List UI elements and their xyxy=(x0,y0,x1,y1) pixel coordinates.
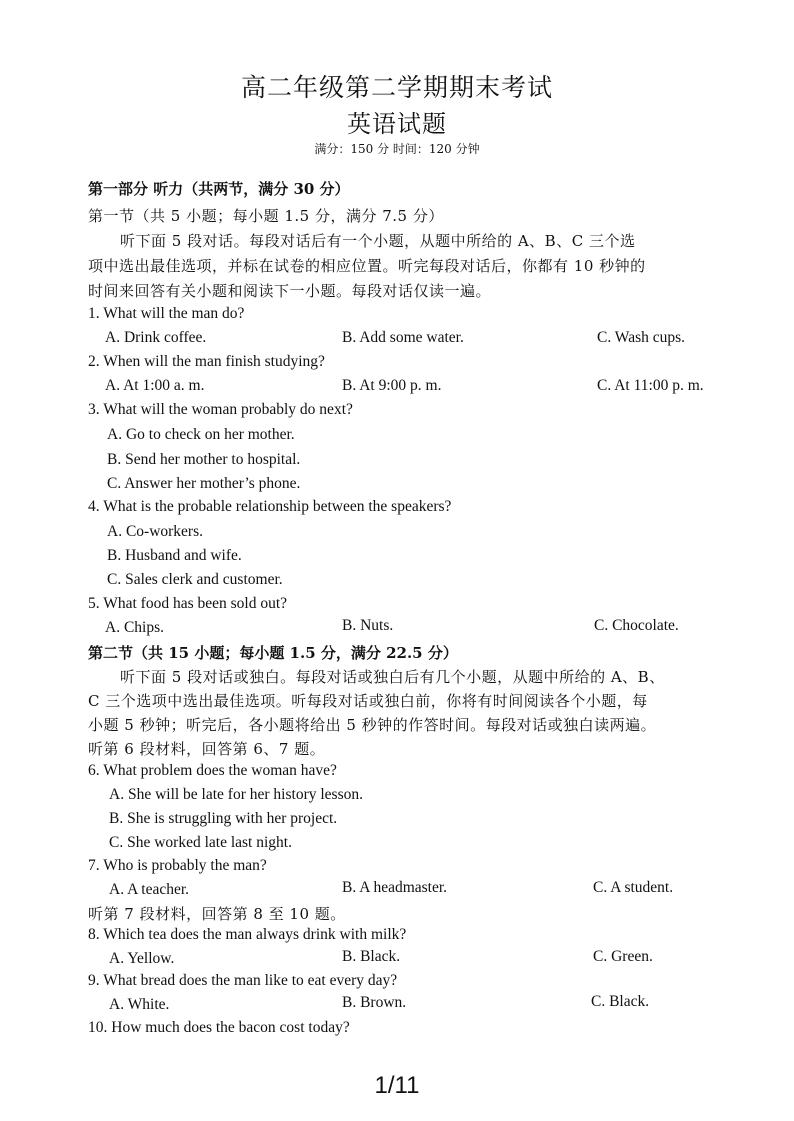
option-9c: C. Black. xyxy=(591,993,650,1010)
option-3c: C. Answer her mother’s phone. xyxy=(107,475,301,492)
material-7-note: 听第 7 段材料，回答第 8 至 10 题。 xyxy=(88,905,346,923)
exam-info: 满分：150 分 时间：120 分钟 xyxy=(314,142,480,156)
option-7a: A. A teacher. xyxy=(109,881,190,898)
option-1c: C. Wash cups. xyxy=(597,329,686,346)
option-9b: B. Brown. xyxy=(342,994,407,1011)
option-2a: A. At 1:00 a. m. xyxy=(105,377,205,394)
section1-instruction: 时间来回答有关小题和阅读下一小题。每段对话仅读一遍。 xyxy=(88,282,492,300)
option-4c: C. Sales clerk and customer. xyxy=(107,571,283,588)
option-7b: B. A headmaster. xyxy=(342,879,448,896)
section1-heading: 第一节（共 5 小题；每小题 1.5 分，满分 7.5 分） xyxy=(88,207,444,225)
section2-instruction: 小题 5 秒钟；听完后，各小题将给出 5 秒钟的作答时间。每段对话或独白读两遍。 xyxy=(88,716,657,734)
part1-heading: 第一部分 听力（共两节，满分 30 分） xyxy=(88,180,350,198)
page-number: 1/11 xyxy=(374,1072,420,1099)
option-8b: B. Black. xyxy=(342,948,401,965)
exam-subject: 英语试题 xyxy=(347,110,447,138)
question-1: 1. What will the man do? xyxy=(88,305,245,322)
question-9: 9. What bread does the man like to eat every day? xyxy=(88,972,398,989)
option-6c: C. She worked late last night. xyxy=(109,834,292,851)
option-1b: B. Add some water. xyxy=(342,329,464,346)
option-5b: B. Nuts. xyxy=(342,617,394,634)
question-7: 7. Who is probably the man? xyxy=(88,857,267,874)
section1-instruction: 听下面 5 段对话。每段对话后有一个小题，从题中所给的 A、B、C 三个选 xyxy=(120,232,636,250)
exam-title: 高二年级第二学期期末考试 xyxy=(240,73,553,102)
section2-instruction: 听下面 5 段对话或独白。每段对话或独白后有几个小题，从题中所给的 A、B、 xyxy=(120,668,665,686)
option-1a: A. Drink coffee. xyxy=(105,329,207,346)
option-5c: C. Chocolate. xyxy=(594,617,679,634)
question-10: 10. How much does the bacon cost today? xyxy=(88,1019,350,1036)
section2-instruction: C 三个选项中选出最佳选项。听每段对话或独白前，你将有时间阅读各个小题，每 xyxy=(88,692,648,710)
section2-heading: 第二节（共 15 小题；每小题 1.5 分，满分 22.5 分） xyxy=(88,644,458,662)
option-4b: B. Husband and wife. xyxy=(107,547,242,564)
question-3: 3. What will the woman probably do next? xyxy=(88,401,353,418)
option-8c: C. Green. xyxy=(593,948,653,965)
question-4: 4. What is the probable relationship between the speakers? xyxy=(88,498,452,515)
option-8a: A. Yellow. xyxy=(109,950,175,967)
option-6a: A. She will be late for her history lesson. xyxy=(109,786,363,803)
material-6-note: 听第 6 段材料，回答第 6、7 题。 xyxy=(88,740,326,758)
question-2: 2. When will the man finish studying? xyxy=(88,353,325,370)
option-5a: A. Chips. xyxy=(105,619,164,636)
option-7c: C. A student. xyxy=(593,879,674,896)
question-5: 5. What food has been sold out? xyxy=(88,595,288,612)
option-2c: C. At 11:00 p. m. xyxy=(597,377,704,394)
option-6b: B. She is struggling with her project. xyxy=(109,810,338,827)
option-9a: A. White. xyxy=(109,996,170,1013)
option-4a: A. Co-workers. xyxy=(107,523,203,540)
question-6: 6. What problem does the woman have? xyxy=(88,762,337,779)
option-2b: B. At 9:00 p. m. xyxy=(342,377,442,394)
section1-instruction: 项中选出最佳选项，并标在试卷的相应位置。听完每段对话后，你都有 10 秒钟的 xyxy=(88,257,646,275)
option-3a: A. Go to check on her mother. xyxy=(107,426,295,443)
question-8: 8. Which tea does the man always drink with milk? xyxy=(88,926,407,943)
option-3b: B. Send her mother to hospital. xyxy=(107,451,301,468)
